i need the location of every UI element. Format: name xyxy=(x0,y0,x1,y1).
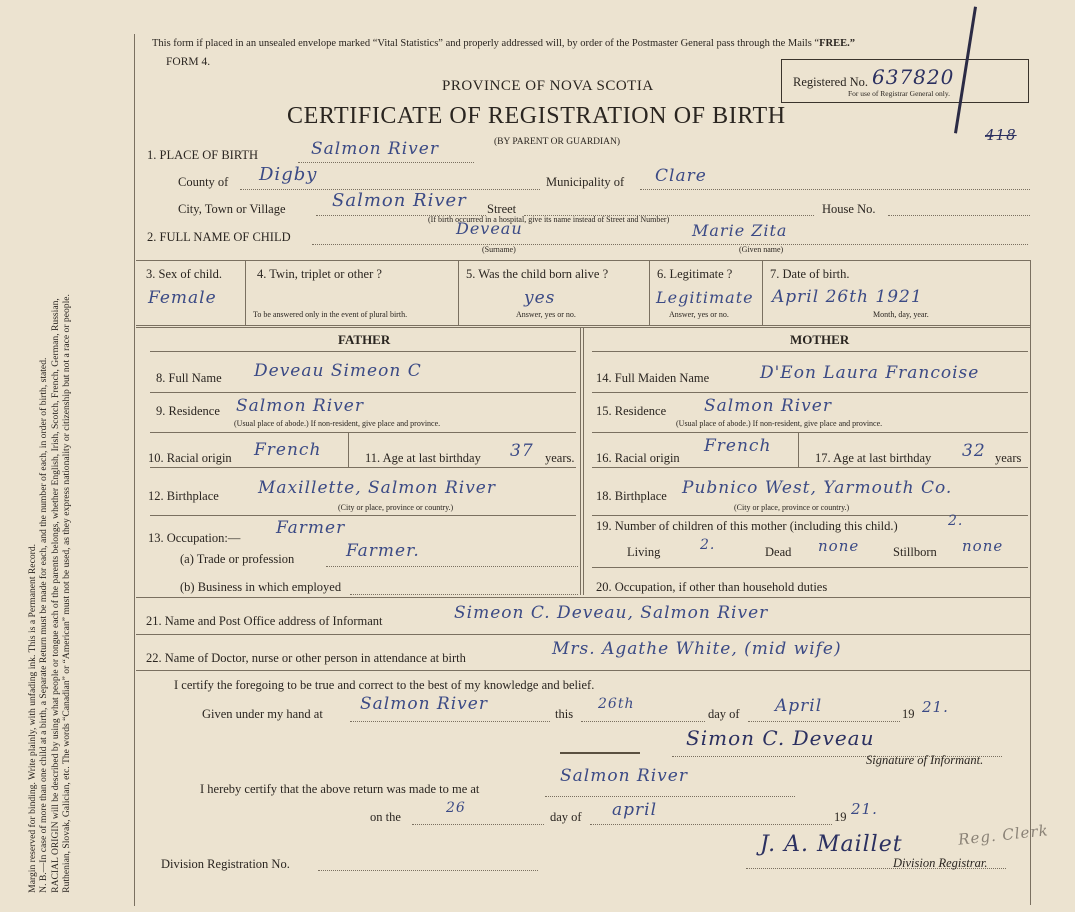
mother-birthplace-note: (City or place, province or country.) xyxy=(734,503,850,512)
legitimate-caption: Answer, yes or no. xyxy=(669,310,729,319)
side-note-line1: Margin reserved for binding. Write plainly, with unfading ink. This is a Permanent Record. xyxy=(27,543,39,893)
father-residence-value: Salmon River xyxy=(236,396,364,416)
street-note: (If birth occurred in a hospital, give its name instead of Street and Number) xyxy=(428,215,670,224)
registrar-year-value: 21. xyxy=(851,800,878,818)
corner-mark: 418 xyxy=(985,126,1017,144)
father-heading: FATHER xyxy=(338,332,391,347)
father-years-label: years. xyxy=(545,451,575,465)
side-note-line3: RACIAL ORIGIN will be described by using what people or tongue each of the parents belongs, whether English, Irish, Scotch, French, German, Russian, xyxy=(50,298,61,893)
certify-month-value: April xyxy=(775,696,823,716)
registered-label: Registered No. xyxy=(793,75,868,89)
registrar-place-value: Salmon River xyxy=(560,766,688,786)
division-registration-label: Division Registration No. xyxy=(161,857,290,871)
born-alive-label: 5. Was the child born alive ? xyxy=(466,267,609,281)
side-note-line2: N. B.—In case of more than one child at a birth, a Separate Return must be made for each, and the number of each, in order of birth, stated. xyxy=(38,357,50,893)
form-border-left xyxy=(134,34,135,906)
registrar-signature: J. A. Maillet xyxy=(760,832,903,857)
registrar-signature-caption: Division Registrar. xyxy=(893,856,988,870)
mother-racial-label: 16. Racial origin xyxy=(596,451,680,465)
mother-heading: MOTHER xyxy=(790,332,850,347)
mother-birthplace-label: 18. Birthplace xyxy=(596,489,667,503)
father-name-label: 8. Full Name xyxy=(156,371,222,385)
mother-age-value: 32 xyxy=(962,441,986,461)
father-trade-value: Farmer. xyxy=(346,541,420,561)
registrar-statement: I hereby certify that the above return was made to me at xyxy=(200,782,480,796)
this-label: this xyxy=(555,707,574,721)
father-business-label: (b) Business in which employed xyxy=(180,580,342,594)
place-of-birth-label: 1. PLACE OF BIRTH xyxy=(147,148,259,162)
father-birthplace-label: 12. Birthplace xyxy=(148,489,219,503)
mother-racial-value: French xyxy=(704,436,772,456)
city-label: City, Town or Village xyxy=(178,202,286,216)
father-occupation-value: Farmer xyxy=(276,518,346,538)
mother-age-label: 17. Age at last birthday xyxy=(815,451,932,465)
registrar-month-value: april xyxy=(612,800,658,820)
municipality-value: Clare xyxy=(655,166,707,186)
place-of-birth-value: Salmon River xyxy=(311,139,439,159)
registrar-stamp: Reg. Clerk xyxy=(957,821,1050,849)
registrar-day-label: day of xyxy=(550,810,582,824)
twin-label: 4. Twin, triplet or other ? xyxy=(257,267,382,281)
father-birthplace-value: Maxillette, Salmon River xyxy=(258,478,496,498)
certify-year-value: 21. xyxy=(922,698,949,716)
legitimate-label: 6. Legitimate ? xyxy=(657,267,733,281)
mother-living-value: 2. xyxy=(700,537,716,553)
informant-label: 21. Name and Post Office address of Informant xyxy=(146,614,383,628)
street-label: Street xyxy=(487,202,517,216)
mother-stillborn-label: Stillborn xyxy=(893,545,937,559)
city-value: Salmon River xyxy=(332,190,467,211)
registered-note: For use of Registrar General only. xyxy=(848,89,950,98)
father-age-value: 37 xyxy=(510,441,534,461)
certify-day-value: 26th xyxy=(598,696,635,712)
given-place-value: Salmon River xyxy=(360,694,488,714)
informant-signature: Simon C. Deveau xyxy=(686,726,875,750)
mother-children-label: 19. Number of children of this mother (including this child.) xyxy=(596,519,898,533)
municipality-label: Municipality of xyxy=(546,175,625,189)
father-age-label: 11. Age at last birthday xyxy=(365,451,481,465)
side-note-line4: Ruthenian, Slovak, Galician, etc. The words “Canadian” or “American” must not be used, as they express nationality or citizenship but not a race or people. xyxy=(61,294,73,893)
mother-years-label: years xyxy=(995,451,1022,465)
child-name-label: 2. FULL NAME OF CHILD xyxy=(147,230,291,244)
county-value: Digby xyxy=(259,164,318,185)
mother-name-label: 14. Full Maiden Name xyxy=(596,371,710,385)
registrar-day-value: 26 xyxy=(446,800,466,816)
registrar-on-the-label: on the xyxy=(370,810,401,824)
date-of-birth-caption: Month, day, year. xyxy=(873,310,929,319)
form-number: FORM 4. xyxy=(166,56,211,68)
born-alive-caption: Answer, yes or no. xyxy=(516,310,576,319)
born-alive-value: yes xyxy=(524,288,556,308)
mother-children-value: 2. xyxy=(948,513,964,529)
child-given-name: Marie Zita xyxy=(692,221,788,240)
certificate-subtitle: (BY PARENT OR GUARDIAN) xyxy=(494,137,621,147)
mother-birthplace-value: Pubnico West, Yarmouth Co. xyxy=(682,478,953,498)
father-occupation-label: 13. Occupation:— xyxy=(148,531,241,545)
given-name-caption: (Given name) xyxy=(739,245,784,254)
registered-number: 637820 xyxy=(872,65,955,89)
father-racial-value: French xyxy=(254,440,322,460)
father-residence-note: (Usual place of abode.) If non-resident, give place and province. xyxy=(234,419,441,428)
side-instructions xyxy=(27,33,73,893)
sex-value: Female xyxy=(148,288,217,308)
mother-dead-value: none xyxy=(818,537,860,555)
father-birthplace-note: (City or place, province or country.) xyxy=(338,503,454,512)
sex-label: 3. Sex of child. xyxy=(146,267,223,281)
date-of-birth-value: April 26th 1921 xyxy=(772,287,923,307)
house-number-label: House No. xyxy=(822,202,876,216)
surname-caption: (Surname) xyxy=(482,245,516,254)
father-trade-label: (a) Trade or profession xyxy=(180,552,295,566)
doctor-value: Mrs. Agathe White, (mid wife) xyxy=(552,639,842,659)
certify-year-prefix: 19 xyxy=(902,707,915,721)
mother-stillborn-value: none xyxy=(962,537,1004,555)
given-under-label: Given under my hand at xyxy=(202,707,323,721)
mother-residence-value: Salmon River xyxy=(704,396,832,416)
twin-note: To be answered only in the event of plural birth. xyxy=(253,310,408,319)
registrar-year-prefix: 19 xyxy=(834,810,847,824)
certify-statement: I certify the foregoing to be true and correct to the best of my knowledge and belief. xyxy=(174,678,595,692)
certify-day-label: day of xyxy=(708,707,740,721)
certificate-title: CERTIFICATE OF REGISTRATION OF BIRTH xyxy=(287,103,786,129)
informant-value: Simeon C. Deveau, Salmon River xyxy=(454,603,769,623)
father-racial-label: 10. Racial origin xyxy=(148,451,232,465)
mother-living-label: Living xyxy=(627,545,661,559)
informant-signature-caption: Signature of Informant. xyxy=(866,753,984,767)
mother-occupation-label: 20. Occupation, if other than household duties xyxy=(596,580,828,594)
legitimate-value: Legitimate xyxy=(656,288,754,307)
date-of-birth-label: 7. Date of birth. xyxy=(770,267,850,281)
mail-notice: This form if placed in an unsealed envelope marked “Vital Statistics” and properly addressed will, by order of the Postmaster General pass through the Mails “FREE.” xyxy=(152,38,855,49)
mother-dead-label: Dead xyxy=(765,545,792,559)
county-label: County of xyxy=(178,175,229,189)
child-surname: Deveau xyxy=(456,219,523,238)
mother-residence-note: (Usual place of abode.) If non-resident, give place and province. xyxy=(676,419,883,428)
province-heading: PROVINCE OF NOVA SCOTIA xyxy=(442,78,654,94)
mother-name-value: D'Eon Laura Francoise xyxy=(760,363,980,383)
mother-residence-label: 15. Residence xyxy=(596,404,667,418)
doctor-label: 22. Name of Doctor, nurse or other person in attendance at birth xyxy=(146,651,466,665)
father-name-value: Deveau Simeon C xyxy=(254,361,422,381)
father-residence-label: 9. Residence xyxy=(156,404,220,418)
